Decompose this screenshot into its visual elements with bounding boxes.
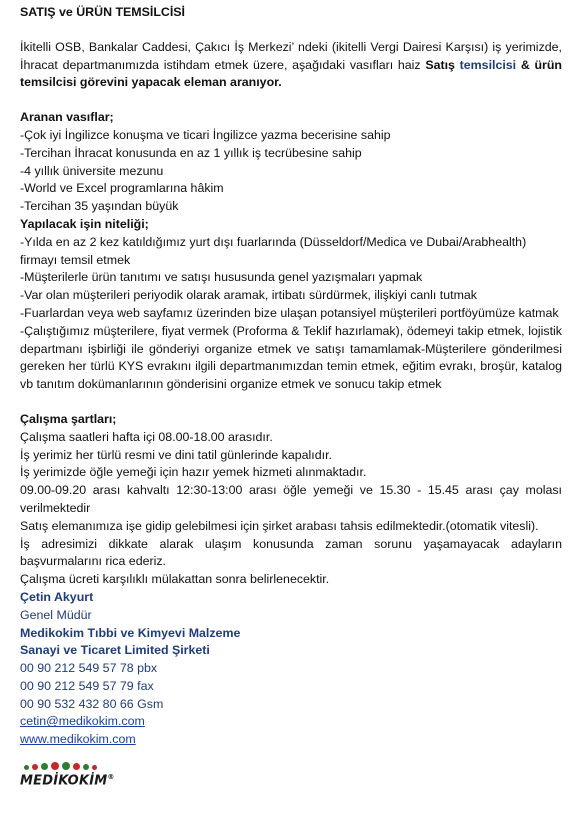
duty-item: -Yılda en az 2 kez katıldığımız yurt dışı fuarlarında (Düsseldorf/Medica ve Dubai/Arabhealth) firmayı temsil etmek (20, 234, 527, 267)
logo-dot (73, 763, 80, 770)
intro-bold-2: & ürün temsilcisi görevini yapacak eleman aranıyor. (20, 57, 562, 90)
qualification-item: -Tercihan İhracat konusunda en az 1 yıllık iş tecrübesine sahip (20, 145, 362, 160)
duty-item: -Fuarlardan veya web sayfamız üzerinden bize ulaşan potansiyel müşterileri portföyümüze katmak (20, 305, 559, 320)
duty-item: -Müşterilerle ürün tanıtımı ve satışı hususunda genel yazışmaları yapmak (20, 270, 423, 285)
logo-wordmark (20, 770, 115, 789)
logo-dot (51, 762, 59, 770)
logo-dot (62, 762, 70, 770)
condition-item: İş yerimizde öğle yemeği için hazır yemek hizmeti alınmaktadır. (20, 465, 367, 480)
signature-block (20, 589, 562, 749)
medikokim-logo (20, 758, 115, 789)
logo-word: MEDİKOKİM (20, 773, 108, 789)
condition-item: Çalışma saatleri hafta içi 08.00-18.00 arasıdır. (20, 429, 273, 444)
phone-fax: 00 90 212 549 57 79 fax (20, 678, 154, 693)
qualification-item: -4 yıllık üniversite mezunu (20, 163, 164, 178)
intro-bold-1: Satış (425, 57, 460, 72)
intro-paragraph (20, 39, 562, 92)
registered-mark: ® (107, 773, 115, 782)
intro-bold-highlight: temsilcisi (459, 57, 517, 72)
email-link[interactable]: cetin@medikokim.com (20, 714, 145, 729)
website-link[interactable]: www.medikokim.com (20, 732, 136, 747)
logo-dots-icon (20, 758, 100, 770)
condition-item: İş adresimizi dikkate alarak ulaşım konusunda zaman sorunu yaşamayacak adayların başvurmalarını rica ederiz. (20, 536, 562, 569)
signer-name: Çetin Akyurt (20, 589, 94, 604)
duties-heading: Yapılacak işin niteliği; (20, 216, 149, 231)
condition-item: 09.00-09.20 arası kahvaltı 12:30-13:00 arası öğle yemeği ve 15.30 - 15.45 arası çay molası verilmektedir (20, 483, 562, 515)
condition-item: İş yerimiz her türlü resmi ve dini tatil günlerinde kapalıdır. (20, 447, 332, 462)
conditions-heading: Çalışma şartları; (20, 411, 117, 426)
condition-item: Satış elemanımıza işe gidip gelebilmesi için şirket arabası tahsis edilmektedir.(otomatik vitesli). (20, 518, 539, 533)
qualifications-heading: Aranan vasıflar; (20, 110, 114, 125)
page-title: SATIŞ ve ÜRÜN TEMSİLCİSİ (20, 5, 185, 19)
job-posting (20, 4, 562, 788)
phone-gsm: 00 90 532 432 80 66 Gsm (20, 696, 164, 711)
logo-dot (41, 763, 48, 770)
qualification-item: -Çok iyi İngilizce konuşma ve ticari İngilizce yazma becerisine sahip (20, 127, 391, 142)
duty-item: -Var olan müşterileri periyodik olarak aramak, irtibatı sürdürmek, ilişkiyi canlı tutmak (20, 288, 477, 303)
company-name-line-2: Sanayi ve Ticaret Limited Şirketi (20, 643, 210, 658)
company-name-line-1: Medikokim Tıbbi ve Kimyevi Malzeme (20, 625, 241, 640)
qualification-item: -Tercihan 35 yaşından büyük (20, 199, 179, 214)
duty-item: -Çalıştığımız müşterilere, fiyat vermek (Proforma & Teklif hazırlamak), ödemeyi takip etmek, lojistik departmanı işbirliği ile gönderiyi organize etmek ve satışı tamamlamak-Müşterilere gönderilmesi gereken her türlü KYS evrakını ilgili departmanımızdan temin etmek, eğitim evrakı, broşür, katalog vb tanıtım dokümanlarının gönderisini organize etmek ve sonucu takip etmek (20, 323, 562, 392)
phone-pbx: 00 90 212 549 57 78 pbx (20, 661, 158, 676)
signer-role: Genel Müdür (20, 607, 92, 622)
qualification-item: -World ve Excel programlarına hâkim (20, 181, 224, 196)
condition-item: Çalışma ücreti karşılıklı mülakattan sonra belirlenecektir. (20, 572, 330, 587)
intro-text: İkitelli OSB, Bankalar Caddesi, Çakıcı İş Merkezi’ ndeki (ikitelli Vergi Dairesi Karşısı) iş yerimizde, İhracat departmanımızda istihdam etmek üzere, aşağıdaki vasıfları haiz (20, 39, 562, 72)
